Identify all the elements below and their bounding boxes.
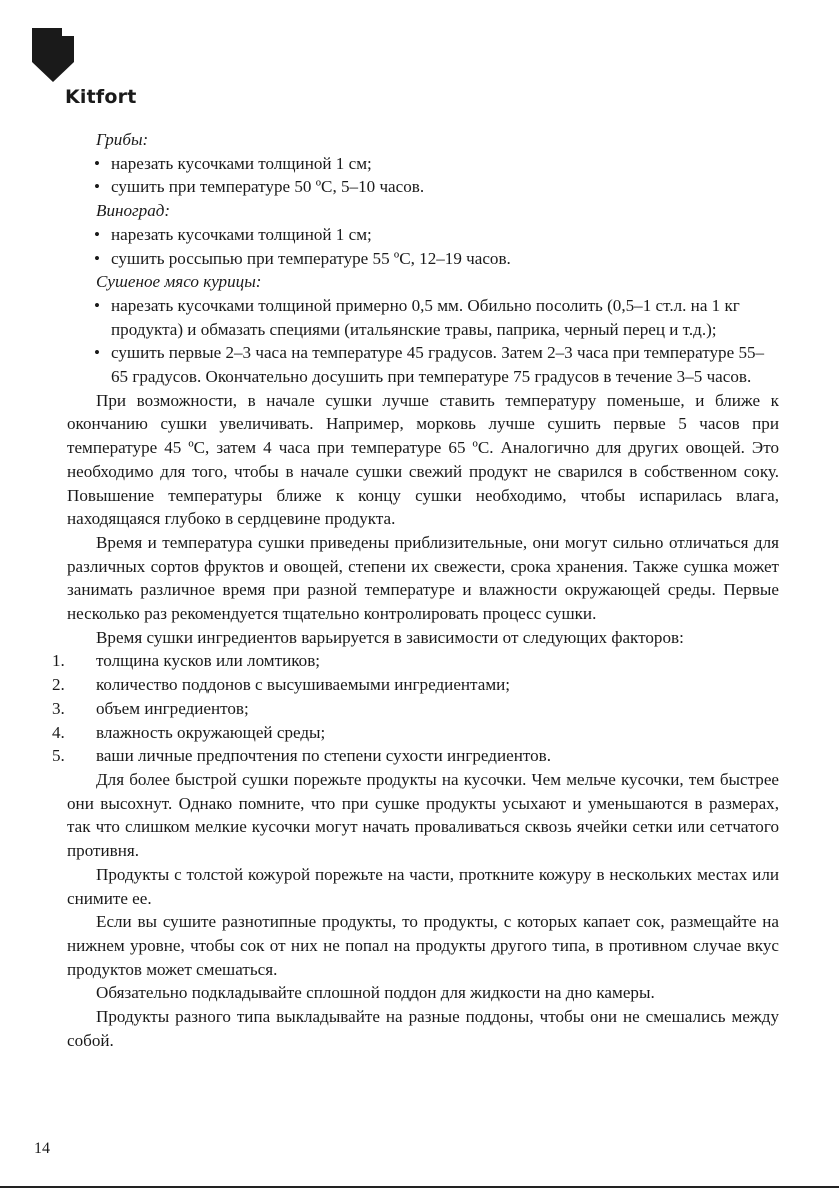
numbered-item bbox=[52, 673, 779, 697]
item-number: 5. bbox=[52, 746, 65, 766]
bullet-text: сушить первые 2–3 часа на температуре 45 градусов. Затем 2–3 часа при температуре 55–65 градусов. Окончательно досушить при температуре 75 градусов в течение 3–5 часов. bbox=[111, 343, 765, 387]
kitfort-logo bbox=[32, 28, 152, 108]
item-number: 1. bbox=[52, 651, 65, 671]
item-text: количество поддонов с высушиваемыми ингредиентами; bbox=[96, 675, 511, 695]
item-text: влажность окружающей среды; bbox=[96, 722, 326, 742]
bullet-icon: • bbox=[94, 248, 100, 268]
bullet-icon: • bbox=[94, 295, 100, 315]
item-number: 4. bbox=[52, 722, 65, 742]
bullet-text: сушить при температуре 50 ºС, 5–10 часов. bbox=[111, 177, 425, 197]
bullet-text: нарезать кусочками толщиной 1 см; bbox=[111, 224, 372, 244]
bullet-item bbox=[67, 152, 779, 176]
item-number: 2. bbox=[52, 675, 65, 695]
bullet-item bbox=[67, 223, 779, 247]
mushrooms-heading: Грибы: bbox=[96, 130, 149, 149]
bullet-icon: • bbox=[94, 177, 100, 197]
bullet-icon: • bbox=[94, 224, 100, 244]
numbered-item bbox=[52, 721, 779, 745]
item-text: толщина кусков или ломтиков; bbox=[96, 651, 321, 671]
paragraph-temperature: При возможности, в начале сушки лучше ставить температуру поменьше, и ближе к окончанию сушки увеличивать. Например, морковь лучше сушить первые 5 часов при температуре 45 ºС, затем 4 часа при температуре 65 ºС. Аналогично для других овощей. Это необходимо для того, чтобы в начале сушки свежий продукт не сварился в собственном соку. Повышение температуры ближе к концу сушки необходимо, чтобы испарилась влага, находящаяся глубоко в сердцевине продукта. bbox=[67, 390, 779, 529]
bullet-text: нарезать кусочками толщиной примерно 0,5 мм. Обильно посолить (0,5–1 ст.л. на 1 кг продукта) и обмазать специями (итальянские травы, паприка, черный перец и т.д.); bbox=[111, 295, 740, 339]
chicken-heading: Сушеное мясо курицы: bbox=[96, 272, 262, 292]
numbered-item bbox=[52, 649, 779, 673]
bullet-text: нарезать кусочками толщиной 1 см; bbox=[111, 153, 372, 173]
numbered-item bbox=[52, 697, 779, 721]
brand-name: Kitfort bbox=[65, 86, 137, 108]
paragraph-cut: Для более быстрой сушки порежьте продукты на кусочки. Чем мельче кусочки, тем быстрее они высохнут. Однако помните, что при сушке продукты усыхают и уменьшаются в размерах, так что слишком мелкие кусочки могут начать проваливаться сквозь ячейки сетки или сетчатого противня. bbox=[67, 769, 779, 861]
paragraph-approximate: Время и температура сушки приведены приблизительные, они могут сильно отличаться для различных сортов фруктов и овощей, степени их свежести, срока хранения. Также сушка может занимать различное время при разной температуре и влажности окружающей среды. Первые несколько раз рекомендуется тщательно контролировать процесс сушки. bbox=[67, 532, 779, 624]
numbered-item bbox=[52, 744, 779, 768]
item-text: объем ингредиентов; bbox=[96, 698, 249, 718]
paragraph-mixed: Если вы сушите разнотипные продукты, то продукты, с которых капает сок, размещайте на нижнем уровне, чтобы сок от них не попал на продукты другого типа, в противном случае вкус продуктов может смешаться. bbox=[67, 912, 779, 979]
item-number: 3. bbox=[52, 698, 65, 718]
grapes-heading: Виноград: bbox=[96, 201, 171, 221]
paragraph-tray: Обязательно подкладывайте сплошной поддон для жидкости на дно камеры. bbox=[96, 983, 655, 1003]
paragraph-separate: Продукты разного типа выкладывайте на разные поддоны, чтобы они не смешались между собой. bbox=[67, 1007, 779, 1050]
paragraph-skin: Продукты с толстой кожурой порежьте на части, проткните кожуру в нескольких местах или снимите ее. bbox=[67, 864, 779, 908]
bullet-item bbox=[67, 175, 779, 199]
bullet-item bbox=[67, 247, 779, 271]
bullet-text: сушить россыпью при температуре 55 ºС, 12–19 часов. bbox=[111, 248, 511, 268]
kitfort-logo-mark bbox=[32, 28, 74, 82]
bullet-item bbox=[67, 341, 779, 388]
bullet-item bbox=[67, 294, 779, 341]
factors-intro: Время сушки ингредиентов варьируется в зависимости от следующих факторов: bbox=[96, 627, 684, 647]
item-text: ваши личные предпочтения по степени сухости ингредиентов. bbox=[96, 746, 551, 766]
page-content bbox=[52, 128, 779, 1052]
page-number: 14 bbox=[34, 1140, 50, 1157]
bullet-icon: • bbox=[94, 153, 100, 173]
bullet-icon: • bbox=[94, 343, 100, 363]
